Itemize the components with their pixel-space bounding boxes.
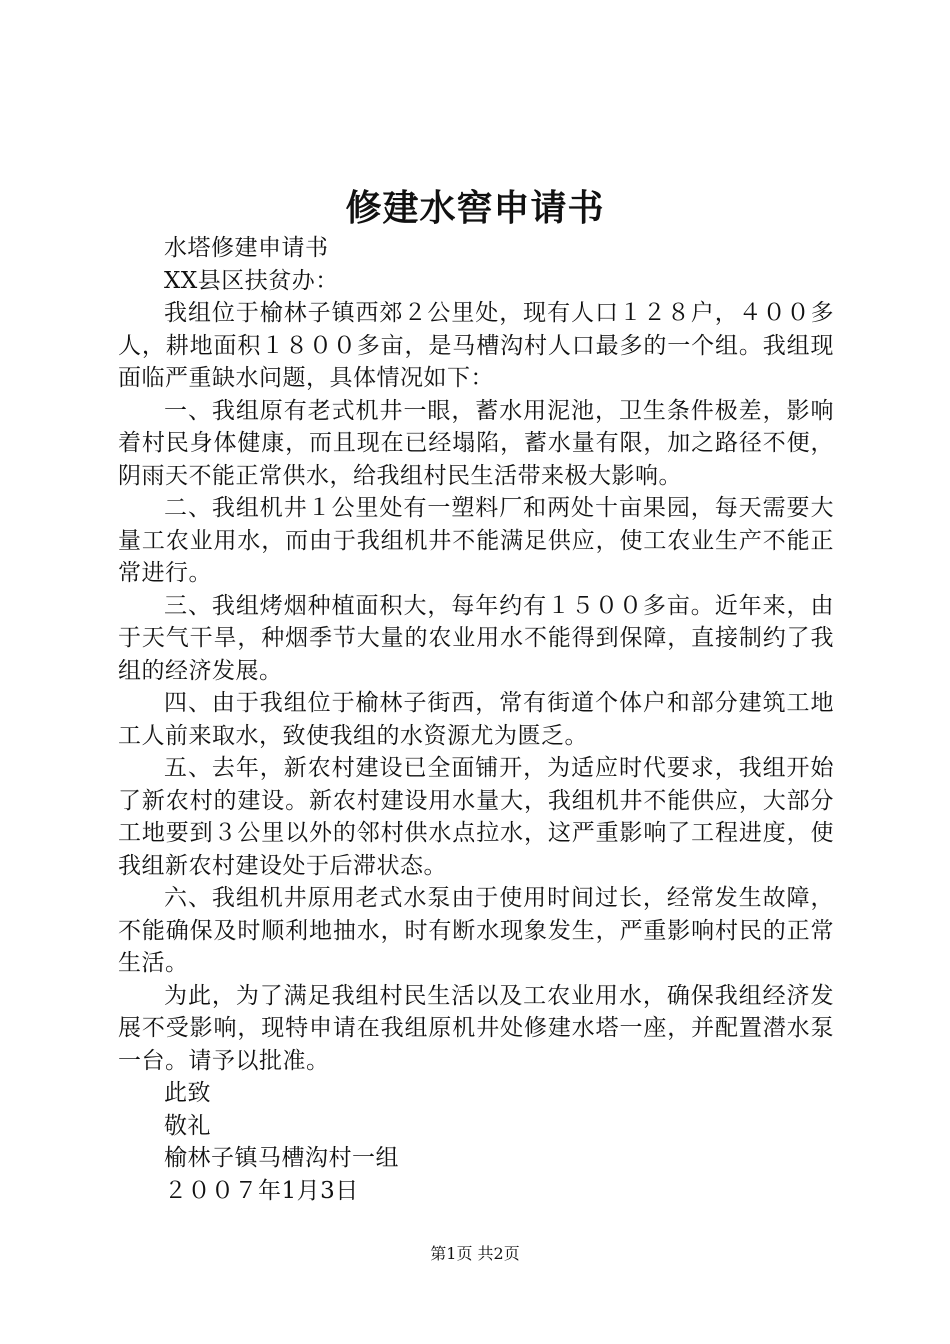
subtitle-paragraph: 水塔修建申请书	[164, 235, 329, 261]
point-five-paragraph: 五、去年，新农村建设已全面铺开，为适应时代要求，我组开始了新农村的建设。新农村建设用水量大，我组机井不能供应，大部分工地要到３公里以外的邻村供水点拉水，这严重影响了工程进度，使我组新农村建设处于后滞状态。	[118, 755, 834, 879]
document-body	[118, 232, 834, 1207]
page-number-footer: 第1页 共2页	[430, 1244, 520, 1263]
closing-regards: 敬礼	[164, 1112, 211, 1139]
point-three-paragraph: 三、我组烤烟种植面积大，每年约有１５００多亩。近年来，由于天气干旱，种烟季节大量的农业用水不能得到保障，直接制约了我组的经济发展。	[118, 592, 834, 684]
point-two-paragraph: 二、我组机井１公里处有一塑料厂和两处十亩果园，每天需要大量工农业用水，而由于我组机井不能满足供应，使工农业生产不能正常进行。	[118, 495, 834, 586]
intro-paragraph: 我组位于榆林子镇西郊２公里处，现有人口１２８户，４００多人，耕地面积１８００多亩，是马槽沟村人口最多的一个组。我组现面临严重缺水问题，具体情况如下：	[118, 300, 834, 391]
point-six-paragraph: 六、我组机井原用老式水泵由于使用时间过长，经常发生故障，不能确保及时顺利地抽水，时有断水现象发生，严重影响村民的正常生活。	[118, 885, 834, 976]
addressee-paragraph: XX县区扶贫办：	[164, 267, 339, 294]
request-paragraph: 为此，为了满足我组村民生活以及工农业用水，确保我组经济发展不受影响，现特申请在我组原机井处修建水塔一座，并配置潜水泵一台。请予以批准。	[118, 982, 834, 1074]
document-title: 修建水窖申请书	[345, 187, 605, 229]
point-four-paragraph: 四、由于我组位于榆林子街西，常有街道个体户和部分建筑工地工人前来取水，致使我组的水资源尤为匮乏。	[118, 690, 834, 749]
point-one-paragraph: 一、我组原有老式机井一眼，蓄水用泥池，卫生条件极差，影响着村民身体健康，而且现在已经塌陷，蓄水量有限，加之路径不便，阴雨天不能正常供水，给我组村民生活带来极大影响。	[118, 397, 834, 489]
closing-salutation: 此致	[164, 1080, 211, 1106]
signature-organization: 榆林子镇马槽沟村一组	[164, 1145, 399, 1171]
signature-date: ２００７年1月3日	[164, 1177, 359, 1204]
